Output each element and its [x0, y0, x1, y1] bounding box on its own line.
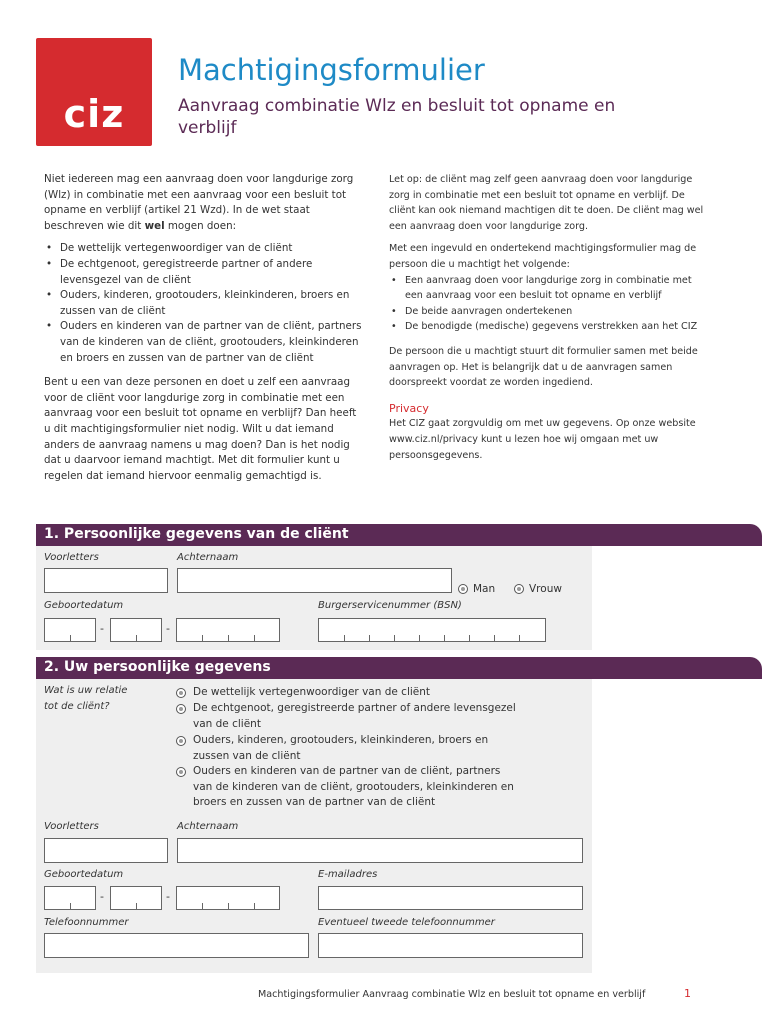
own-achternaam-input[interactable] — [177, 838, 583, 863]
privacy-heading: Privacy — [389, 401, 429, 415]
telefoon-label: Telefoonnummer — [44, 917, 129, 928]
client-voorletters-input[interactable] — [44, 568, 168, 593]
relation-option-3-label: Ouders, kinderen, grootouders, kleinkinderen, broers en zussen van de cliënt — [193, 734, 489, 762]
authorization-paragraph: Met een ingevuld en ondertekend machtigingsformulier mag de persoon die u machtigt het volgende: — [389, 243, 697, 270]
section-1-panel: Voorletters Achternaam Man Vrouw Geboortedatum Burgerservicenummer (BSN) - - — [36, 546, 592, 650]
client-birth-year-input[interactable] — [176, 618, 280, 642]
relation-option-2-label: De echtgenoot, geregistreerde partner of andere levensgezel van de cliënt — [193, 702, 516, 730]
list-item: • De wettelijk vertegenwoordiger van de cliënt — [44, 241, 364, 257]
intro-paragraph-2: Bent u een van deze personen en doet u zelf een aanvraag voor de cliënt voor langdurige zorg in combinatie met een aanvraag voor een besluit tot opname en verblijf? Dan heeft u dit machtigingsformulier niet nodig. Wilt u dat iemand anders de aanvraag namens u mag doen? Dan is het nodig dat u daarvoor iemand machtigt. Met dit formulier kunt u regelen dat iemand hiervoor eenmalig gemachtigd is. — [44, 376, 357, 482]
page-title: Machtigingsformulier — [178, 53, 485, 87]
page-subtitle: Aanvraag combinatie Wlz en besluit tot opname en verblijf — [178, 96, 616, 138]
relation-option-1-radio[interactable] — [176, 688, 186, 698]
relation-option-2-radio[interactable] — [176, 704, 186, 714]
bsn-label: Burgerservicenummer (BSN) — [318, 600, 462, 611]
page-number: 1 — [684, 987, 691, 1000]
voorletters-label: Voorletters — [44, 552, 99, 563]
geboortedatum-label: Geboortedatum — [44, 869, 124, 880]
list-item: • Ouders, kinderen, grootouders, kleinkinderen, broers en zussen van de cliënt — [44, 288, 364, 319]
list-item: • Een aanvraag doen voor langdurige zorg in combinatie met een aanvraag voor een besluit tot opname en verblijf — [389, 273, 709, 304]
gender-vrouw-label: Vrouw — [529, 583, 562, 595]
list-item: • Ouders en kinderen van de partner van de cliënt, partners van de kinderen van de cliënt, grootouders, kleinkinderen en broers en zussen van de partner van de cliënt — [44, 319, 364, 366]
relatie-label-2: tot de cliënt? — [44, 701, 110, 712]
relation-option-1-label: De wettelijk vertegenwoordiger van de cliënt — [193, 686, 431, 698]
relation-option-4-radio[interactable] — [176, 767, 186, 777]
own-birth-year-input[interactable] — [176, 886, 280, 910]
logo-text: ciz — [63, 92, 125, 136]
intro-right-column — [389, 172, 709, 470]
note-paragraph: Let op: de cliënt mag zelf geen aanvraag doen voor langdurige zorg in combinatie met een besluit tot opname en verblijf. De cliënt kan ook niemand machtigen dit te doen. De cliënt mag wel een aanvraag doen voor langdurige zorg. — [389, 174, 704, 232]
privacy-text: Het CIZ gaat zorgvuldig om met uw gegevens. Op onze website www.ciz.nl/privacy kunt u lezen hoe wij omgaan met uw persoonsgegevens. — [389, 418, 696, 461]
list-item: • De echtgenoot, geregistreerde partner of andere levensgezel van de cliënt — [44, 257, 364, 288]
client-achternaam-input[interactable] — [177, 568, 452, 593]
list-item: • De benodigde (medische) gegevens verstrekken aan het CIZ — [389, 319, 709, 335]
intro-left-column — [44, 172, 364, 491]
gender-vrouw-radio[interactable] — [514, 584, 524, 594]
voorletters-label: Voorletters — [44, 821, 99, 832]
own-voorletters-input[interactable] — [44, 838, 168, 863]
relation-option-4-label: Ouders en kinderen van de partner van de cliënt, partners van de kinderen van de cliënt, grootouders, kleinkinderen en broers en zussen van de partner van de cliënt — [193, 765, 514, 809]
relatie-label: Wat is uw relatie — [44, 685, 128, 696]
eligible-list — [44, 241, 364, 366]
achternaam-label: Achternaam — [177, 821, 239, 832]
client-birth-month-input[interactable] — [110, 618, 162, 642]
email-input[interactable] — [318, 886, 583, 910]
client-bsn-input[interactable] — [318, 618, 546, 642]
intro-paragraph-1: Niet iedereen mag een aanvraag doen voor langdurige zorg (Wlz) in combinatie met een aanvraag voor een besluit tot opname en verblijf (artikel 21 Wzd). In de wet staat beschreven wie dit wel mogen doen: — [44, 173, 354, 232]
section-2-header: 2. Uw persoonlijke gegevens — [36, 657, 762, 679]
own-birth-month-input[interactable] — [110, 886, 162, 910]
geboortedatum-label: Geboortedatum — [44, 600, 124, 611]
gender-man-radio[interactable] — [458, 584, 468, 594]
phone-input[interactable] — [44, 933, 309, 958]
list-item: • De beide aanvragen ondertekenen — [389, 304, 709, 320]
own-birth-day-input[interactable] — [44, 886, 96, 910]
submit-paragraph: De persoon die u machtigt stuurt dit formulier samen met beide aanvragen op. Het is belangrijk dat u de aanvragen samen doorspreekt voordat ze worden ingediend. — [389, 345, 698, 389]
gender-man-label: Man — [473, 583, 496, 595]
phone2-input[interactable] — [318, 933, 583, 958]
footer-text: Machtigingsformulier Aanvraag combinatie Wlz en besluit tot opname en verblijf — [258, 989, 646, 1000]
section-1-header: 1. Persoonlijke gegevens van de cliënt — [36, 524, 762, 546]
ciz-logo — [36, 38, 152, 146]
achternaam-label: Achternaam — [177, 552, 239, 563]
telefoon2-label: Eventueel tweede telefoonnummer — [318, 917, 495, 928]
email-label: E-mailadres — [318, 869, 378, 880]
client-birth-day-input[interactable] — [44, 618, 96, 642]
authorization-list — [389, 273, 709, 335]
relation-option-3-radio[interactable] — [176, 736, 186, 746]
